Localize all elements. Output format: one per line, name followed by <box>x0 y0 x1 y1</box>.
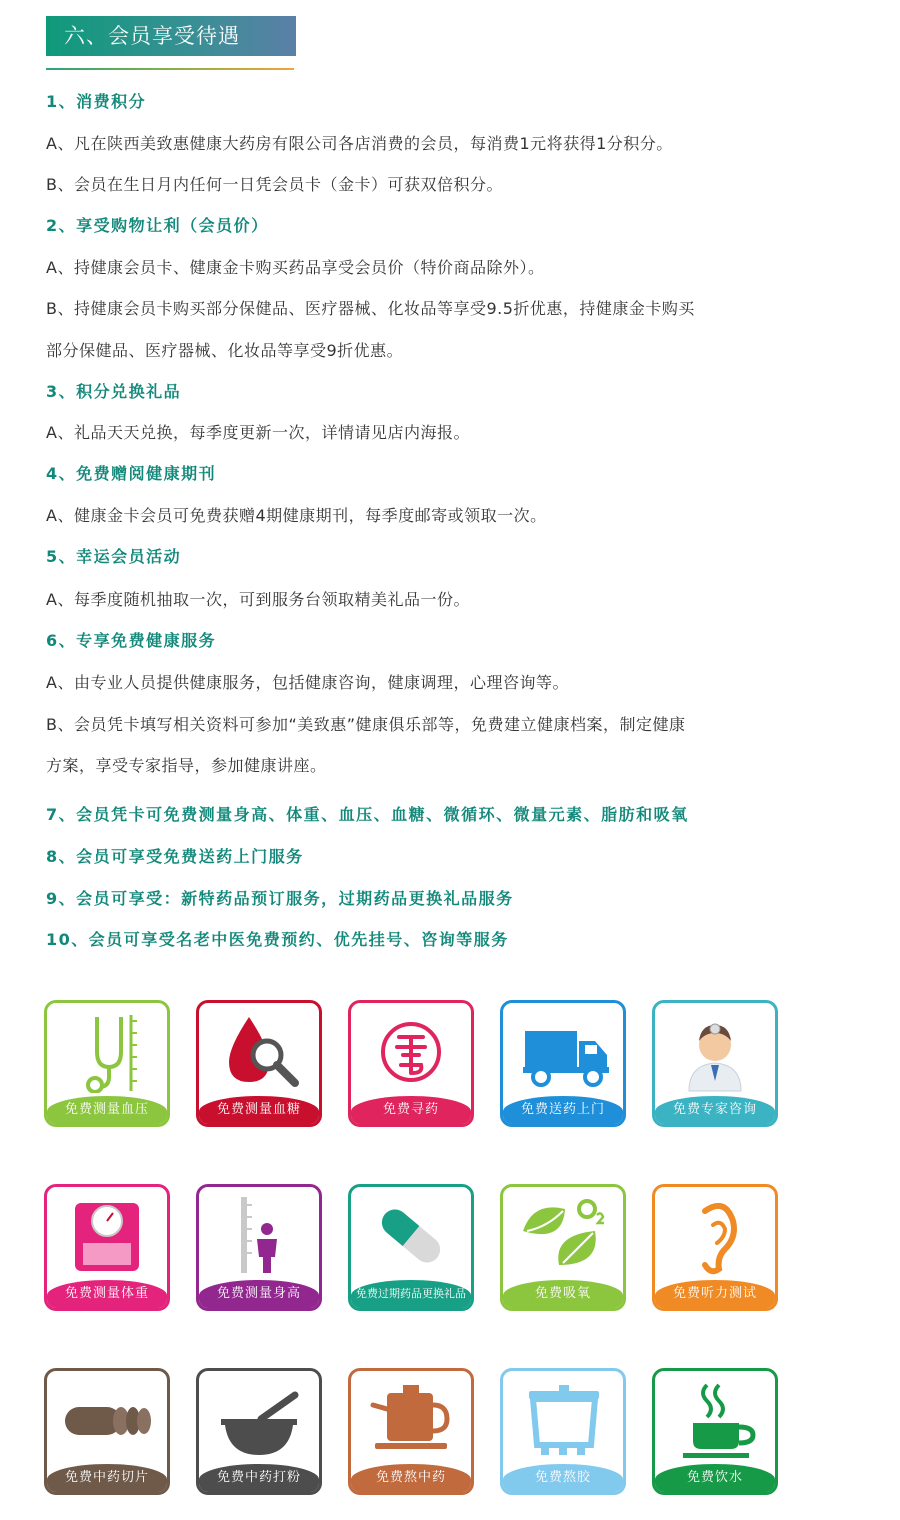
service-label: 免费送药上门 <box>503 1096 623 1124</box>
service-card-find-medicine <box>348 1000 474 1127</box>
text-line: 部分保健品、医疗器械、化妆品等享受9折优惠。 <box>46 341 404 360</box>
service-card-height <box>196 1184 322 1311</box>
service-card-drinking-water <box>652 1368 778 1495</box>
heading-free-measurements: 7、会员凭卡可免费测量身高、体重、血压、血糖、微循环、微量元素、脂肪和吸氧 <box>46 805 689 824</box>
text-line: A、礼品天天兑换，每季度更新一次，详情请见店内海报。 <box>46 423 470 442</box>
text-line: A、健康金卡会员可免费获赠4期健康期刊，每季度邮寄或领取一次。 <box>46 506 547 525</box>
service-card-gelatin <box>500 1368 626 1495</box>
text-line: A、由专业人员提供健康服务，包括健康咨询，健康调理，心理咨询等。 <box>46 673 569 692</box>
capsule-icon <box>351 1191 471 1277</box>
page-title: 六、会员享受待遇 <box>64 24 240 48</box>
service-card-blood-sugar <box>196 1000 322 1127</box>
service-card-expired-exchange <box>348 1184 474 1311</box>
text-line: A、每季度随机抽取一次，可到服务台领取精美礼品一份。 <box>46 590 470 609</box>
decoction-pot-icon <box>351 1375 471 1461</box>
service-label: 免费测量血糖 <box>199 1096 319 1124</box>
doctor-icon <box>655 1007 775 1093</box>
service-label: 免费寻药 <box>351 1096 471 1124</box>
heading-delivery-service: 8、会员可享受免费送药上门服务 <box>46 847 304 866</box>
heading-consumption-points: 1、消费积分 <box>46 92 147 111</box>
service-card-blood-pressure <box>44 1000 170 1127</box>
service-label: 免费中药切片 <box>47 1464 167 1492</box>
service-label: 免费过期药品更换礼品 <box>351 1280 471 1308</box>
truck-icon <box>503 1007 623 1093</box>
seal-icon <box>351 1007 471 1093</box>
tea-cup-icon <box>655 1375 775 1461</box>
service-label: 免费熬胶 <box>503 1464 623 1492</box>
service-label: 免费听力测试 <box>655 1280 775 1308</box>
heading-health-service: 6、专享免费健康服务 <box>46 631 217 650</box>
height-ruler-icon <box>199 1191 319 1277</box>
text-line: B、持健康会员卡购买部分保健品、医疗器械、化妆品等享受9.5折优惠，持健康金卡购买 <box>46 299 695 318</box>
section-header <box>46 16 296 56</box>
mortar-icon <box>199 1375 319 1461</box>
herb-slices-icon <box>47 1375 167 1461</box>
text-line: B、会员凭卡填写相关资料可参加“美致惠”健康俱乐部等，免费建立健康档案，制定健康 <box>46 715 686 734</box>
service-card-oxygen <box>500 1184 626 1311</box>
service-label: 免费测量身高 <box>199 1280 319 1308</box>
service-label: 免费专家咨询 <box>655 1096 775 1124</box>
service-label: 免费中药打粉 <box>199 1464 319 1492</box>
text-line: 方案，享受专家指导，参加健康讲座。 <box>46 756 327 775</box>
service-card-delivery <box>500 1000 626 1127</box>
blood-drop-magnifier-icon <box>199 1007 319 1093</box>
service-card-weight <box>44 1184 170 1311</box>
text-line: A、凡在陕西美致惠健康大药房有限公司各店消费的会员，每消费1元将获得1分积分。 <box>46 134 673 153</box>
service-label: 免费熬中药 <box>351 1464 471 1492</box>
service-card-expert-consult <box>652 1000 778 1127</box>
ear-icon <box>655 1191 775 1277</box>
service-card-decoction <box>348 1368 474 1495</box>
leaves-oxygen-icon <box>503 1191 623 1277</box>
service-label: 免费饮水 <box>655 1464 775 1492</box>
service-card-herb-slicing <box>44 1368 170 1495</box>
heading-gift-exchange: 3、积分兑换礼品 <box>46 382 182 401</box>
service-card-herb-grinding <box>196 1368 322 1495</box>
steamer-pot-icon <box>503 1375 623 1461</box>
service-label: 免费测量血压 <box>47 1096 167 1124</box>
heading-preorder-service: 9、会员可享受：新特药品预订服务，过期药品更换礼品服务 <box>46 889 514 908</box>
heading-free-journal: 4、免费赠阅健康期刊 <box>46 464 217 483</box>
text-line: A、持健康会员卡、健康金卡购买药品享受会员价（特价商品除外）。 <box>46 258 545 277</box>
heading-lucky-member: 5、幸运会员活动 <box>46 547 182 566</box>
heading-tcm-service: 10、会员可享受名老中医免费预约、优先挂号、咨询等服务 <box>46 930 509 949</box>
service-label: 免费吸氧 <box>503 1280 623 1308</box>
service-label: 免费测量体重 <box>47 1280 167 1308</box>
service-card-hearing <box>652 1184 778 1311</box>
header-underline <box>46 68 294 70</box>
stethoscope-icon <box>47 1007 167 1093</box>
heading-member-price: 2、享受购物让利（会员价） <box>46 216 269 235</box>
scale-icon <box>47 1191 167 1277</box>
text-line: B、会员在生日月内任何一日凭会员卡（金卡）可获双倍积分。 <box>46 175 503 194</box>
